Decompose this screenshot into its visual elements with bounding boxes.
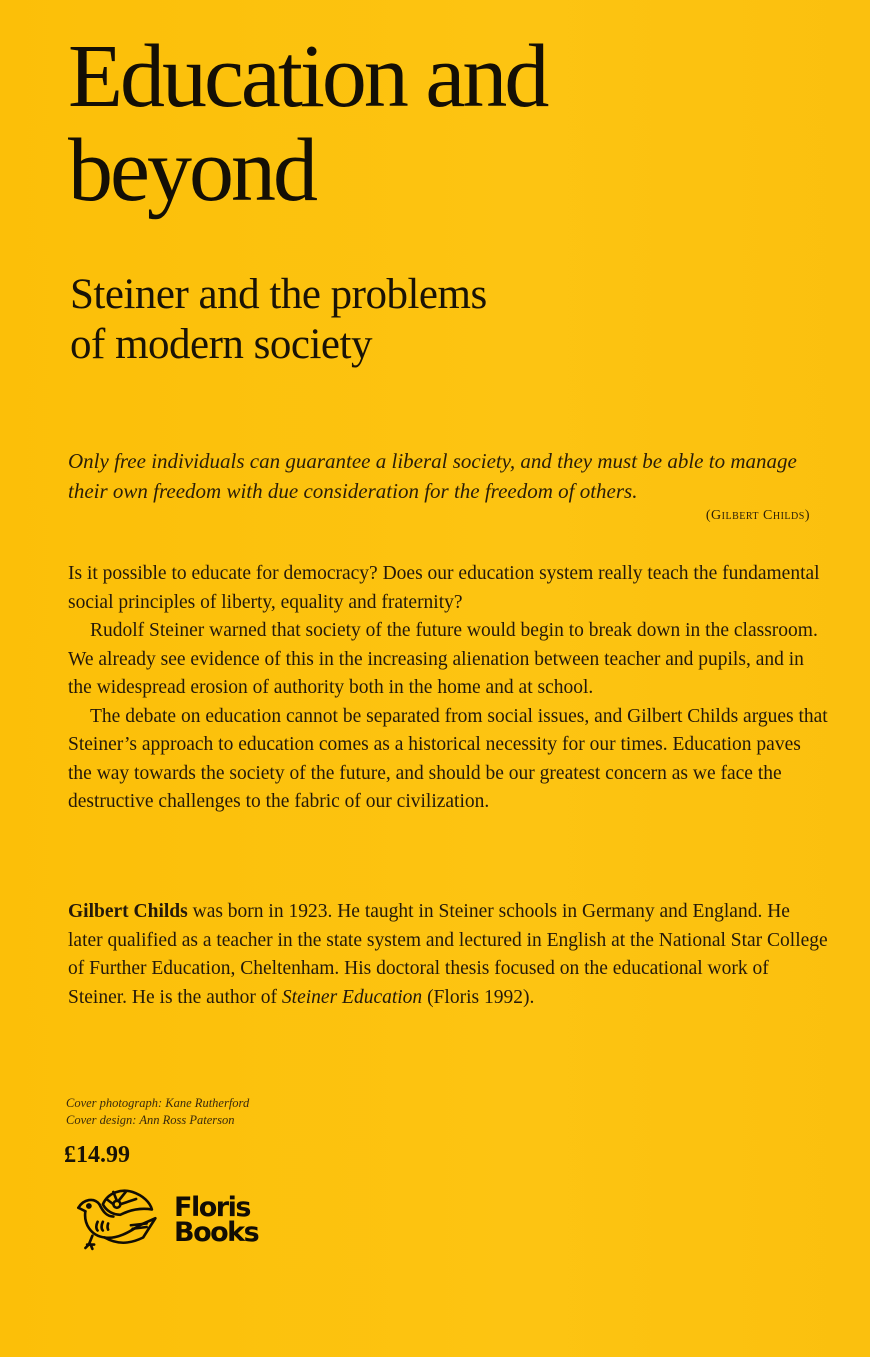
book-subtitle bbox=[70, 270, 487, 370]
bio-book-title: Steiner Education bbox=[281, 986, 423, 1008]
bird-with-flower-icon bbox=[66, 1185, 166, 1255]
photo-credit: Cover photograph: Kane Rutherford bbox=[66, 1096, 250, 1110]
subtitle-line-2: of modern society bbox=[70, 321, 372, 368]
blurb bbox=[68, 560, 828, 817]
blurb-paragraph: The debate on education cannot be separated from social issues, and Gilbert Childs argues that Steiner’s approach to education comes as a historical necessity for our times. Education paves the way towards the society of the future, and should be our greatest concern as we face the destructive challenges to the fabric of our civilization. bbox=[68, 705, 828, 812]
publisher-name bbox=[174, 1192, 259, 1248]
price: £14.99 bbox=[64, 1142, 130, 1168]
blurb-paragraph: Rudolf Steiner warned that society of the future would begin to break down in the classroom. We already see evidence of this in the increasing alienation between teacher and pupils, and in the widespread erosion of authority both in the home and at school. bbox=[68, 620, 818, 698]
cover-credits bbox=[66, 1095, 249, 1129]
publisher-name-line-1: Floris bbox=[174, 1192, 250, 1223]
publisher-logo bbox=[66, 1185, 258, 1255]
title-line-2: beyond bbox=[68, 121, 315, 220]
subtitle-line-1: Steiner and the problems bbox=[70, 271, 487, 318]
author-bio bbox=[68, 898, 828, 1012]
design-credit: Cover design: Ann Ross Paterson bbox=[66, 1113, 235, 1127]
bio-text: was born in 1923. He taught in Steiner schools in Germany and England. He later qualified as a teacher in the state system and lectured in English at the National Star College of Further Education, Cheltenham. His doctoral thesis focused on the educational work of Steiner. He is the author of bbox=[68, 901, 828, 1008]
blurb-paragraph: Is it possible to educate for democracy? Does our education system really teach the fundamental social principles of liberty, equality and fraternity? bbox=[68, 563, 820, 613]
publisher-name-line-2: Books bbox=[174, 1217, 259, 1248]
bio-text-end: (Floris 1992). bbox=[422, 986, 535, 1008]
title-line-1: Education and bbox=[68, 27, 547, 126]
epigraph-quote: Only free individuals can guarantee a liberal society, and they must be able to manage their own freedom with due consideration for the freedom of others. bbox=[68, 449, 797, 503]
quote-attribution: (Gilbert Childs) bbox=[705, 508, 810, 523]
book-title bbox=[68, 27, 547, 220]
author-name: Gilbert Childs bbox=[68, 901, 188, 922]
